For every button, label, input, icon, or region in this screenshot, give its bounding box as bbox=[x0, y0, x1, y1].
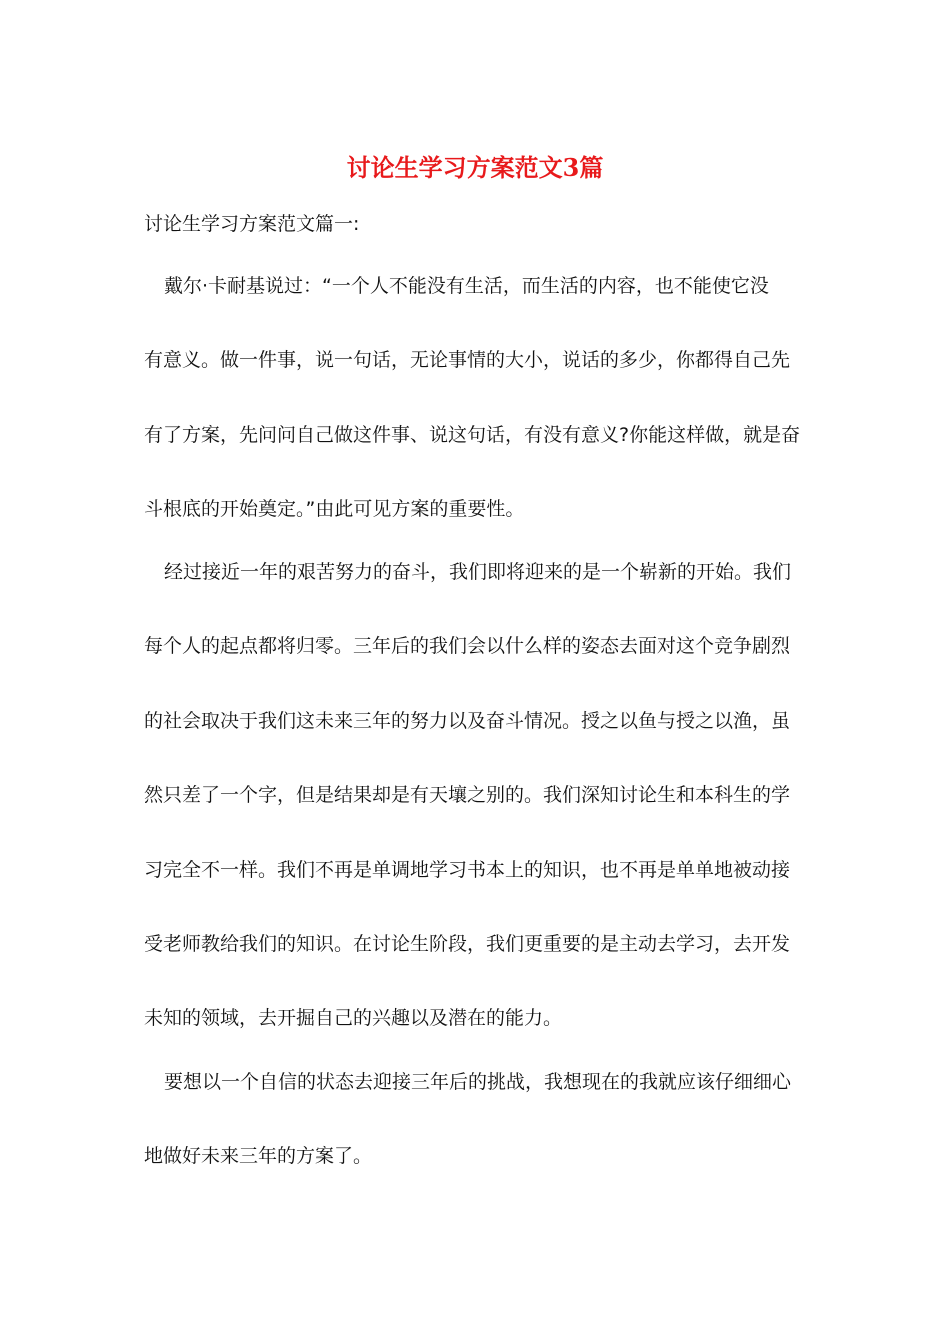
paragraph-3 bbox=[144, 1066, 808, 1215]
paragraph-line: 经过接近一年的艰苦努力的奋斗，我们即将迎来的是一个崭新的开始。我们 bbox=[164, 561, 792, 583]
paragraph-line: 未知的领域，去开掘自己的兴趣以及潜在的能力。 bbox=[144, 1007, 563, 1030]
paragraph-line: 然只差了一个字，但是结果却是有天壤之别的。我们深知讨论生和本科生的学 bbox=[144, 784, 791, 807]
section-heading: 讨论生学习方案范文篇一: bbox=[144, 213, 360, 235]
paragraph-line: 地做好未来三年的方案了。 bbox=[144, 1145, 373, 1168]
paragraph-line: 有意义。做一件事，说一句话，无论事情的大小，说话的多少，你都得自己先 bbox=[144, 349, 791, 372]
paragraph-line: 斗根底的开始奠定。”由此可见方案的重要性。 bbox=[144, 498, 525, 521]
paragraph-2 bbox=[144, 556, 808, 1077]
paragraph-line: 要想以一个自信的状态去迎接三年后的挑战，我想现在的我就应该仔细细心 bbox=[164, 1071, 792, 1093]
paragraph-line: 每个人的起点都将归零。三年后的我们会以什么样的姿态去面对这个竞争剧烈 bbox=[144, 635, 791, 658]
paragraph-1 bbox=[144, 270, 808, 568]
paragraph-line: 习完全不一样。我们不再是单调地学习书本上的知识，也不再是单单地被动接 bbox=[144, 858, 791, 881]
document-title: 讨论生学习方案范文3篇 bbox=[346, 153, 604, 182]
paragraph-line: 的社会取决于我们这未来三年的努力以及奋斗情况。授之以鱼与授之以渔，虽 bbox=[144, 709, 791, 732]
paragraph-line: 受老师教给我们的知识。在讨论生阶段，我们更重要的是主动去学习，去开发 bbox=[144, 932, 791, 955]
paragraph-line: 有了方案，先问问自己做这件事、说这句话，有没有意义?你能这样做，就是奋 bbox=[144, 423, 801, 446]
paragraph-line: 戴尔·卡耐基说过：“一个人不能没有生活，而生活的内容，也不能使它没 bbox=[164, 275, 769, 297]
